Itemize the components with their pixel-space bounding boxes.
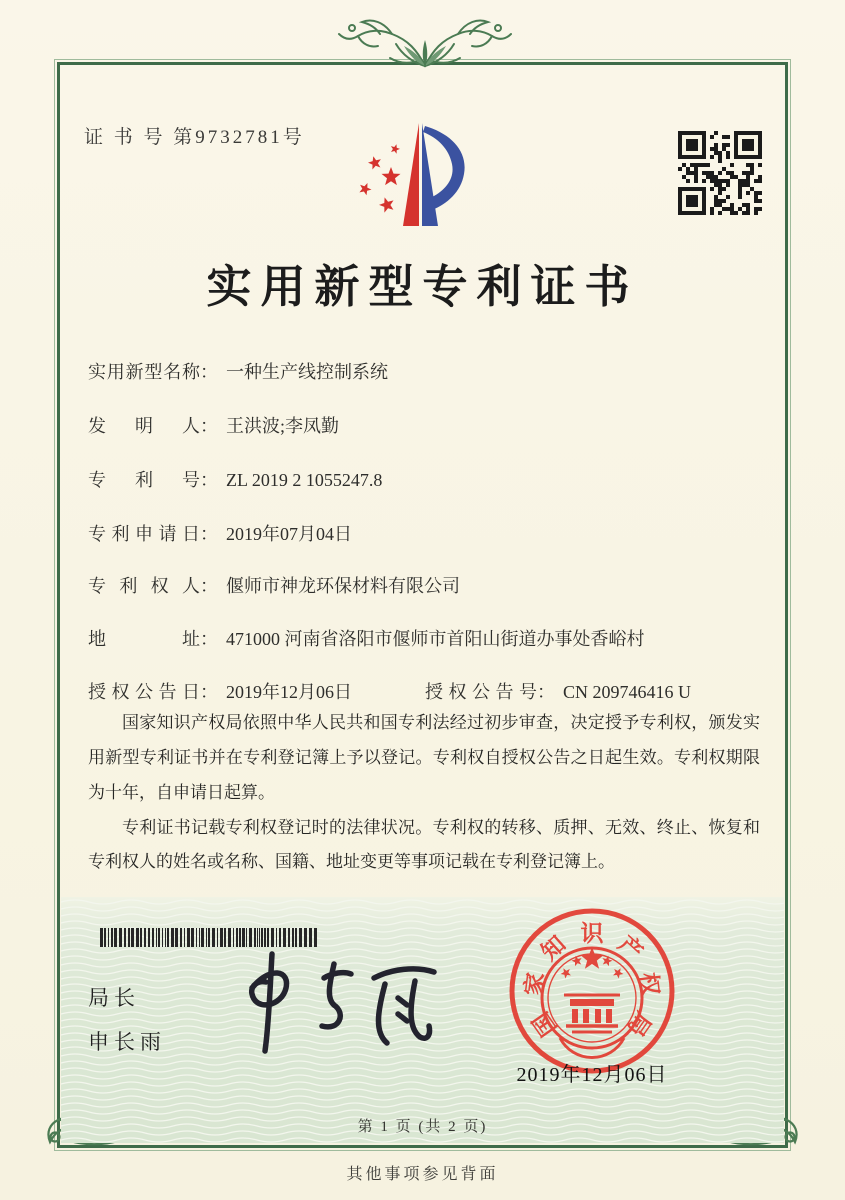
barcode — [100, 928, 322, 947]
field-pair-grant-no: 授权公告号： CN 209746416 U — [425, 678, 691, 704]
cnipa-logo-icon — [352, 116, 502, 236]
field-value: 偃师市神龙环保材料有限公司 — [226, 576, 460, 596]
field-row-patentee: 专利权人： 偃师市神龙环保材料有限公司 — [88, 572, 460, 598]
seal-date: 2019年12月06日 — [516, 1064, 668, 1086]
field-row-inventor: 发明人： 王洪波;李凤勤 — [88, 412, 339, 438]
field-value: ZL 2019 2 1055247.8 — [226, 470, 383, 490]
field-value: 2019年07月04日 — [226, 524, 352, 544]
field-value: 471000 河南省洛阳市偃师市首阳山街道办事处香峪村 — [226, 629, 645, 649]
field-label: 专利申请日 — [88, 524, 200, 544]
officer-title: 局长 — [88, 986, 140, 1010]
field-value: 2019年12月06日 — [226, 682, 352, 702]
official-seal — [502, 903, 682, 1083]
field-label: 专利号 — [88, 470, 200, 490]
svg-text:权: 权 — [635, 971, 663, 997]
officer-name: 申长雨 — [88, 1030, 166, 1054]
field-label: 发明人 — [88, 416, 200, 436]
field-value: 王洪波;李凤勤 — [226, 416, 340, 436]
field-label: 授权公告日 — [88, 682, 200, 702]
signature — [228, 948, 448, 1058]
top-scroll-ornament-icon — [330, 8, 520, 78]
legal-paragraph-2: 专利证书记载专利权登记时的法律状况。专利权的转移、质押、无效、终止、恢复和专利权人的姓名或名称、国籍、地址变更等事项记载在专利登记簿上。 — [88, 817, 760, 872]
field-value: CN 209746416 U — [563, 682, 692, 702]
field-row-patent-no: 专利号： ZL 2019 2 1055247.8 — [88, 466, 382, 492]
svg-text:局: 局 — [622, 1007, 656, 1041]
field-label: 专利权人 — [88, 576, 200, 596]
field-label: 地址 — [88, 629, 200, 649]
field-label: 授权公告号 — [425, 682, 537, 702]
national-emblem-icon — [542, 947, 642, 1058]
field-value: 一种生产线控制系统 — [226, 362, 388, 382]
svg-text:产: 产 — [613, 931, 648, 966]
certificate-title: 实用新型专利证书 — [206, 262, 639, 312]
legal-text-block — [88, 706, 760, 880]
certificate-number: 证 书 号 第9732781号 — [84, 127, 305, 148]
back-side-note: 其他事项参见背面 — [346, 1166, 499, 1183]
svg-text:家: 家 — [521, 971, 549, 997]
field-row-grant: 授权公告日： 2019年12月06日 授权公告号： CN 209746416 U — [88, 678, 352, 704]
qr-code-icon — [678, 131, 762, 215]
field-row-address: 地址： 471000 河南省洛阳市偃师市首阳山街道办事处香峪村 — [88, 625, 645, 651]
field-row-name: 实用新型名称： 一种生产线控制系统 — [88, 358, 388, 384]
svg-text:知: 知 — [536, 931, 571, 966]
page-number: 第 1 页 (共 2 页) — [357, 1119, 488, 1135]
field-label: 实用新型名称 — [88, 362, 200, 382]
svg-text:国: 国 — [528, 1007, 562, 1041]
svg-text:识: 识 — [580, 921, 604, 946]
field-row-filing-date: 专利申请日： 2019年07月04日 — [88, 520, 352, 546]
legal-paragraph-1: 国家知识产权局依照中华人民共和国专利法经过初步审查，决定授予专利权，颁发实用新型专利证书并在专利登记簿上予以登记。专利权自授权公告之日起生效。专利权期限为十年，自申请日起算。 — [88, 713, 760, 802]
